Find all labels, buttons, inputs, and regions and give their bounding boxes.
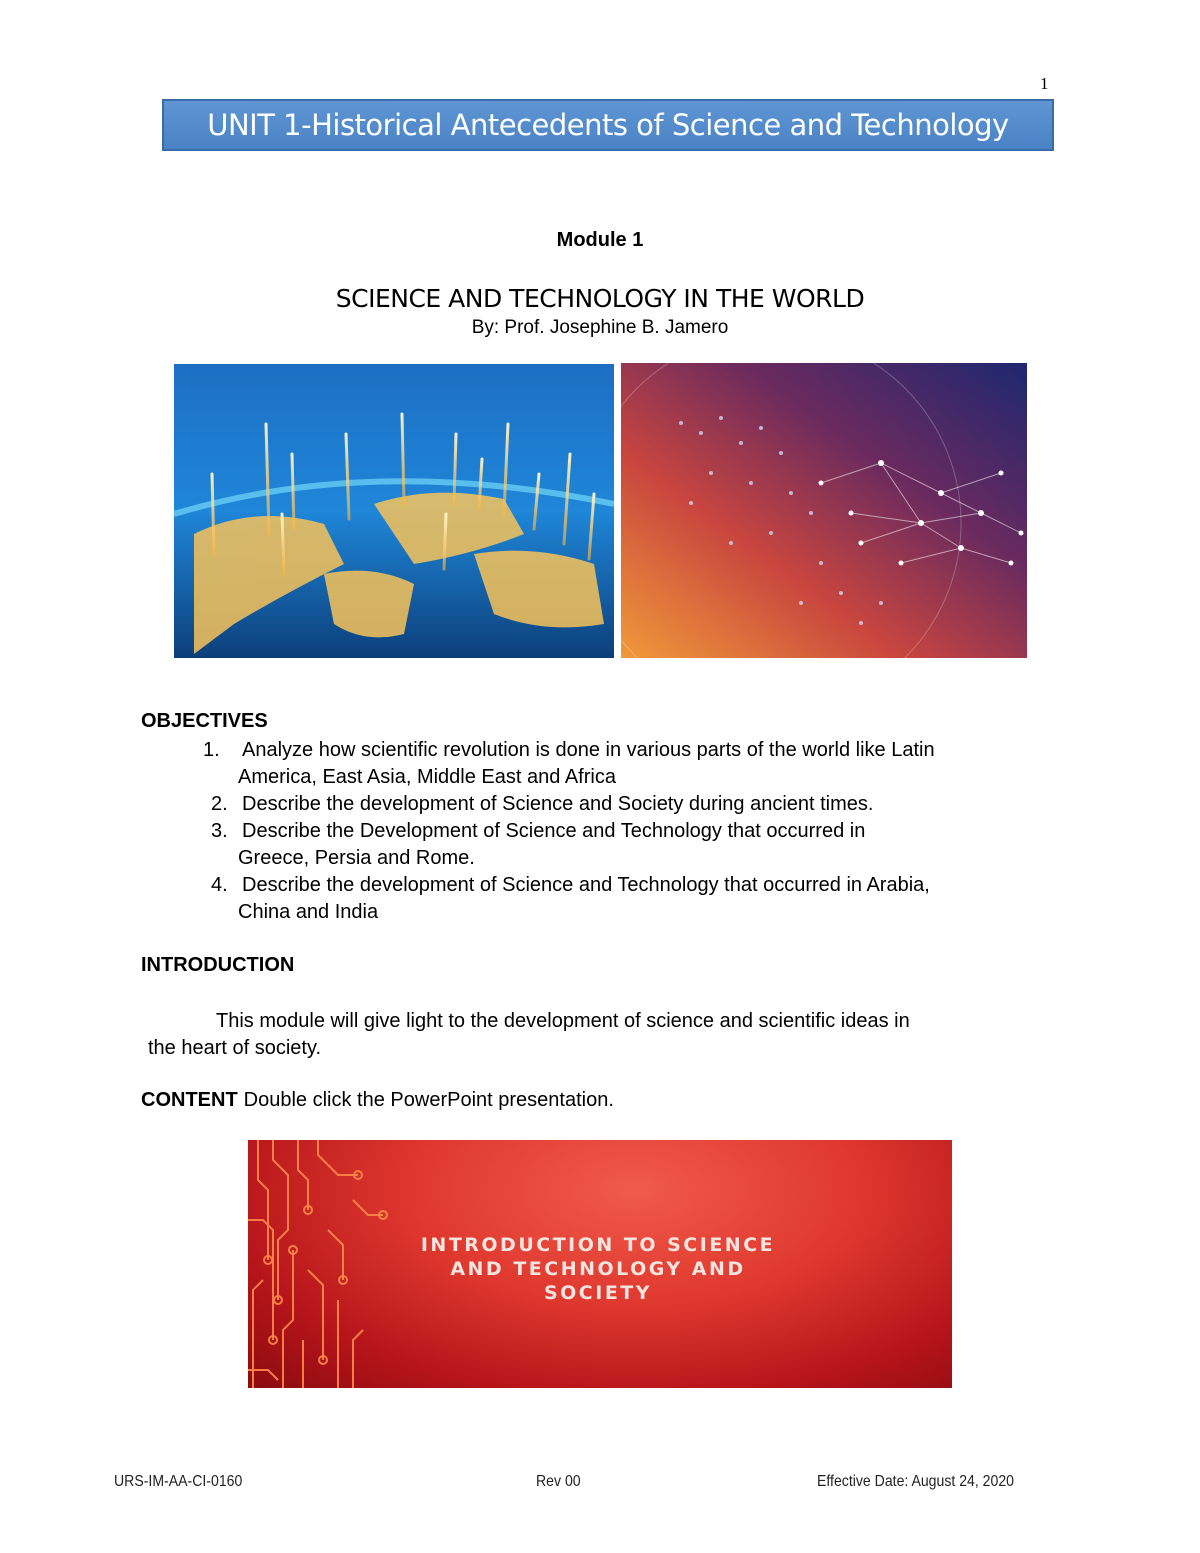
unit-banner: UNIT 1-Historical Antecedents of Science and Technology <box>162 99 1054 151</box>
slide-title-line-1: INTRODUCTION TO SCIENCE <box>420 1234 776 1256</box>
introduction-line-2: the heart of society. <box>148 1037 322 1059</box>
objective-text: Describe the development of Science and Technology that occurred in Arabia, <box>242 874 930 896</box>
slide-title-line-2: AND TECHNOLOGY AND <box>450 1258 746 1280</box>
globe-light-pillars-image <box>174 364 614 658</box>
module-title: SCIENCE AND TECHNOLOGY IN THE WORLD <box>335 284 865 313</box>
network-globe-image <box>621 363 1027 658</box>
objective-text-continued: China and India <box>238 901 379 923</box>
footer-doc-code: URS-IM-AA-CI-0160 <box>114 1473 243 1490</box>
content-heading: CONTENT <box>141 1089 238 1111</box>
introduction-heading: INTRODUCTION <box>141 954 295 976</box>
slide-title-line-3: SOCIETY <box>543 1282 653 1304</box>
objective-number: 3. <box>211 820 228 842</box>
page-number: 1 <box>1040 74 1049 93</box>
objective-text: Analyze how scientific revolution is done in various parts of the world like Latin <box>242 739 935 761</box>
objective-text-continued: America, East Asia, Middle East and Africa <box>238 766 616 788</box>
powerpoint-slide-preview[interactable] <box>248 1140 952 1388</box>
objective-text-continued: Greece, Persia and Rome. <box>238 847 475 869</box>
module-label: Module 1 <box>556 229 644 251</box>
footer-revision: Rev 00 <box>536 1473 581 1490</box>
objective-text: Describe the development of Science and Society during ancient times. <box>242 793 874 815</box>
objective-number: 2. <box>211 793 228 815</box>
content-line <box>141 1089 614 1112</box>
footer-effective-date: Effective Date: August 24, 2020 <box>817 1473 1014 1490</box>
objective-number: 1. <box>203 739 220 761</box>
author-line: By: Prof. Josephine B. Jamero <box>471 317 729 338</box>
content-instruction: Double click the PowerPoint presentation. <box>243 1089 614 1111</box>
introduction-line-1: This module will give light to the development of science and scientific ideas in <box>216 1010 910 1032</box>
objectives-heading: OBJECTIVES <box>141 710 268 732</box>
slide-title <box>378 1233 818 1305</box>
introduction-paragraph <box>148 1008 1058 1062</box>
objective-text: Describe the Development of Science and Technology that occurred in <box>242 820 866 842</box>
objective-number: 4. <box>211 874 228 896</box>
